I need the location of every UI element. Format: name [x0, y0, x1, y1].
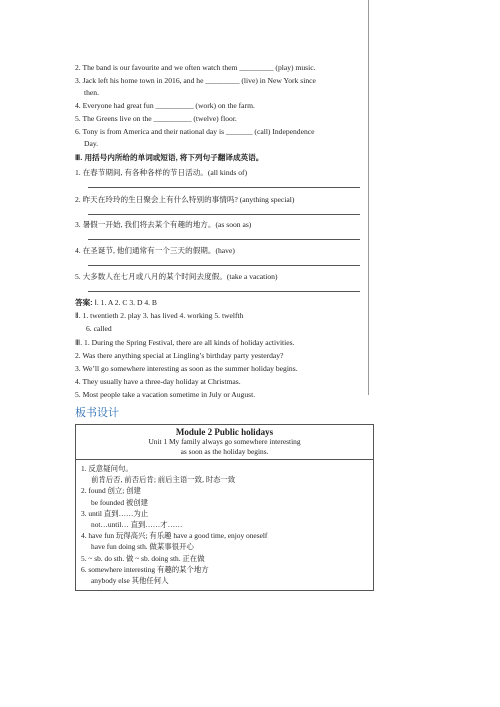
board-line: have fun doing sth. 做某事很开心 [91, 542, 194, 552]
exercise-line: 2. The band is our favourite and we often watch them _________ (play) music. [75, 63, 316, 72]
answer-rule [88, 239, 360, 240]
translation-prompt: 3. 暑假一开始, 我们将去某个有趣的地方。(as soon as) [75, 220, 252, 229]
answers-label: 答案: [75, 298, 93, 307]
answer-sentence: 5. Most people take a vacation sometime in July or August. [75, 390, 256, 399]
module-title: Module 2 Public holidays [175, 427, 274, 437]
board-line: 6. somewhere interesting 有趣的某个地方 [81, 564, 209, 574]
answer-sentence: 2. Was there anything special at Lingling’s birthday party yesterday? [75, 351, 284, 360]
exercise-line: then. [84, 88, 99, 97]
section-title: Ⅲ. 用括号内所给的单词或短语, 将下列句子翻译成英语。 [75, 153, 264, 162]
board-line: be founded 被创建 [91, 497, 149, 507]
board-line: 前肯后否, 前否后肯; 前后主语一致, 时态一致 [91, 475, 236, 485]
translation-prompt: 2. 昨天在玲玲的生日聚会上有什么特别的事情吗? (anything special) [75, 195, 295, 204]
column-divider [368, 0, 369, 395]
answer-sentence: 3. We’ll go somewhere interesting as soon as the summer holiday begins. [75, 364, 298, 373]
exercise-line: 4. Everyone had great fun __________ (work) on the farm. [75, 101, 255, 110]
answer-sentence: 4. They usually have a three-day holiday at Christmas. [75, 377, 241, 386]
board-header [76, 425, 374, 460]
board-line: 4. have fun 玩得高兴; 有乐趣 have a good time, enjoy oneself [81, 531, 268, 541]
answer-rule [88, 187, 360, 188]
board-design-table [75, 424, 374, 591]
board-line: 2. found 创立; 创建 [81, 486, 141, 496]
board-line: 3. until 直到……为止 [81, 508, 149, 518]
unit-title: Unit 1 My family always go somewhere interesting [148, 437, 301, 446]
exercise-line: Day. [84, 139, 99, 148]
exercise-line: 3. Jack left his home town in 2016, and he _________ (live) in New York since [75, 76, 316, 85]
board-line: 1. 反意疑问句。 [81, 464, 133, 473]
answer-sentence: Ⅲ. 1. During the Spring Festival, there are all kinds of holiday activities. [75, 338, 295, 347]
answer-rule [88, 265, 360, 266]
board-line: not…until… 直到……才…… [91, 520, 183, 530]
board-line: anybody else 其他任何人 [91, 576, 169, 586]
translation-prompt: 5. 大多数人在七月或八月的某个时间去度假。(take a vacation) [75, 272, 278, 281]
answer-rule [88, 291, 360, 292]
board-content [76, 460, 374, 591]
translation-prompt: 1. 在春节期间, 有各种各样的节日活动。(all kinds of) [75, 168, 248, 177]
exercise-line: 5. The Greens live on the __________ (twelve) floor. [75, 114, 237, 123]
exercise-line: 6. Tony is from America and their national day is _______ (call) Independence [75, 127, 315, 136]
answers-line-1 [75, 298, 157, 308]
answers-section2-cont: 6. called [86, 324, 112, 333]
board-design-title: 板书设计 [75, 406, 119, 419]
translation-prompt: 4. 在圣诞节, 他们通常有一个三天的假期。(have) [75, 246, 235, 255]
answers-section2: Ⅱ. 1. twentieth 2. play 3. has lived 4. working 5. twelfth [75, 311, 244, 320]
answer-rule [88, 214, 360, 215]
board-line: 5. ~ sb. do sth. 做 ~ sb. doing sth. 正在做 [81, 553, 205, 563]
unit-title-cont: as soon as the holiday begins. [180, 447, 269, 456]
answers-section1: Ⅰ. 1. A 2. C 3. D 4. B [94, 298, 157, 307]
